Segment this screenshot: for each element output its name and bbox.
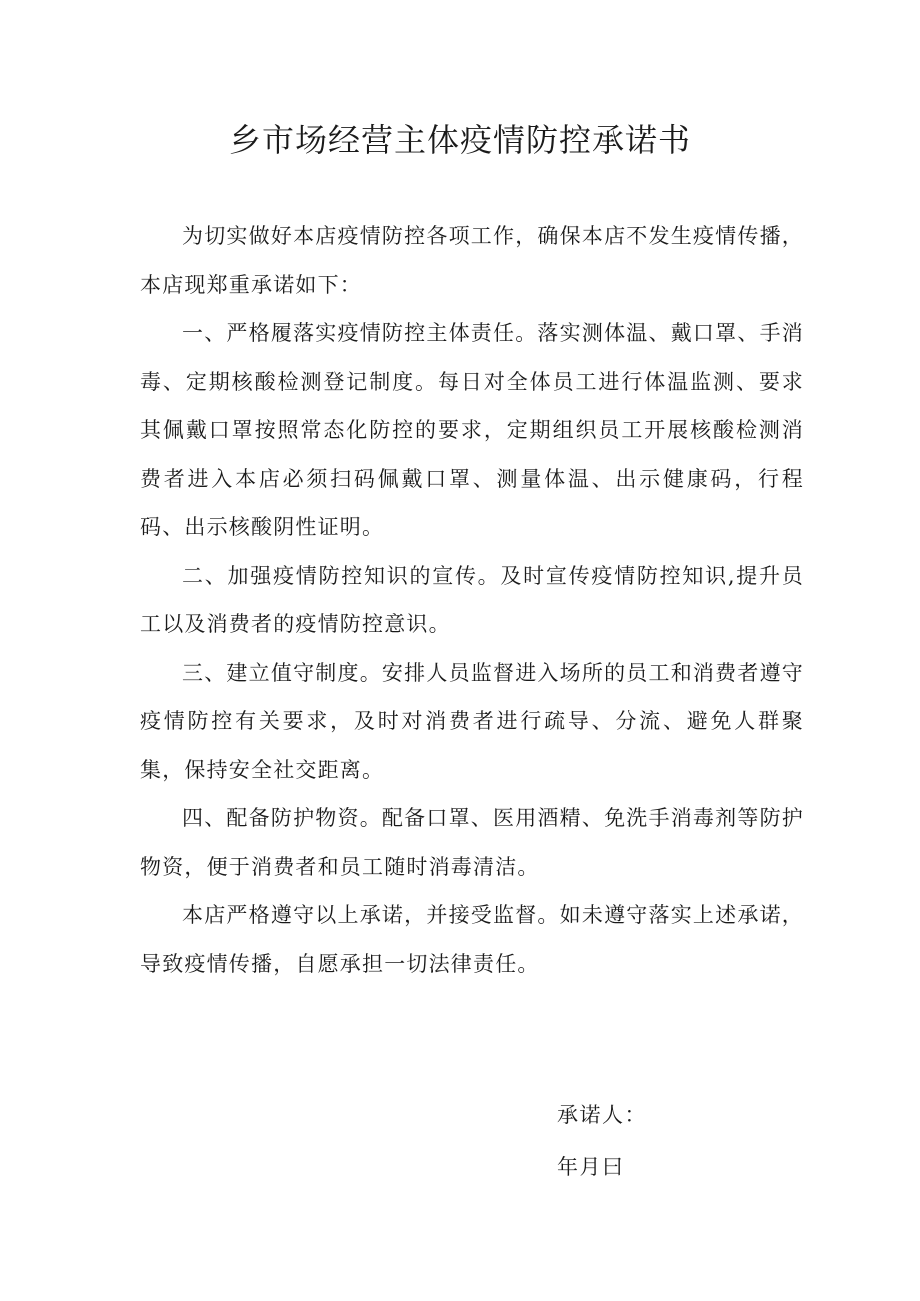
commitment-paragraph-2: 二、加强疫情防控知识的宣传。及时宣传疫情防控知识,提升员工以及消费者的疫情防控意识。 (140, 563, 804, 636)
document-body (140, 212, 804, 988)
commitment-paragraph-4: 四、配备防护物资。配备口罩、医用酒精、免洗手消毒剂等防护物资，便于消费者和员工随时消毒清洁。 (140, 806, 804, 879)
closing-paragraph: 本店严格遵守以上承诺，并接受监督。如未遵守落实上述承诺，导致疫情传播，自愿承担一切法律责任。 (140, 903, 804, 976)
document-title: 乡市场经营主体疫情防控承诺书 (228, 121, 691, 159)
commitment-paragraph-3: 三、建立值守制度。安排人员监督进入场所的员工和消费者遵守疫情防控有关要求，及时对消费者进行疏导、分流、避免人群聚集，保持安全社交距离。 (140, 660, 804, 782)
date-label: 年月曰 (557, 1155, 625, 1179)
commitment-paragraph-1: 一、严格履落实疫情防控主体责任。落实测体温、戴口罩、手消毒、定期核酸检测登记制度。每日对全体员工进行体温监测、要求其佩戴口罩按照常态化防控的要求，定期组织员工开展核酸检测消费者进入本店必须扫码佩戴口罩、测量体温、出示健康码，行程码、出示核酸阴性证明。 (140, 321, 804, 539)
promisor-label: 承诺人： (557, 1103, 647, 1127)
intro-paragraph: 为切实做好本店疫情防控各项工作，确保本店不发生疫情传播，本店现郑重承诺如下： (140, 224, 804, 297)
